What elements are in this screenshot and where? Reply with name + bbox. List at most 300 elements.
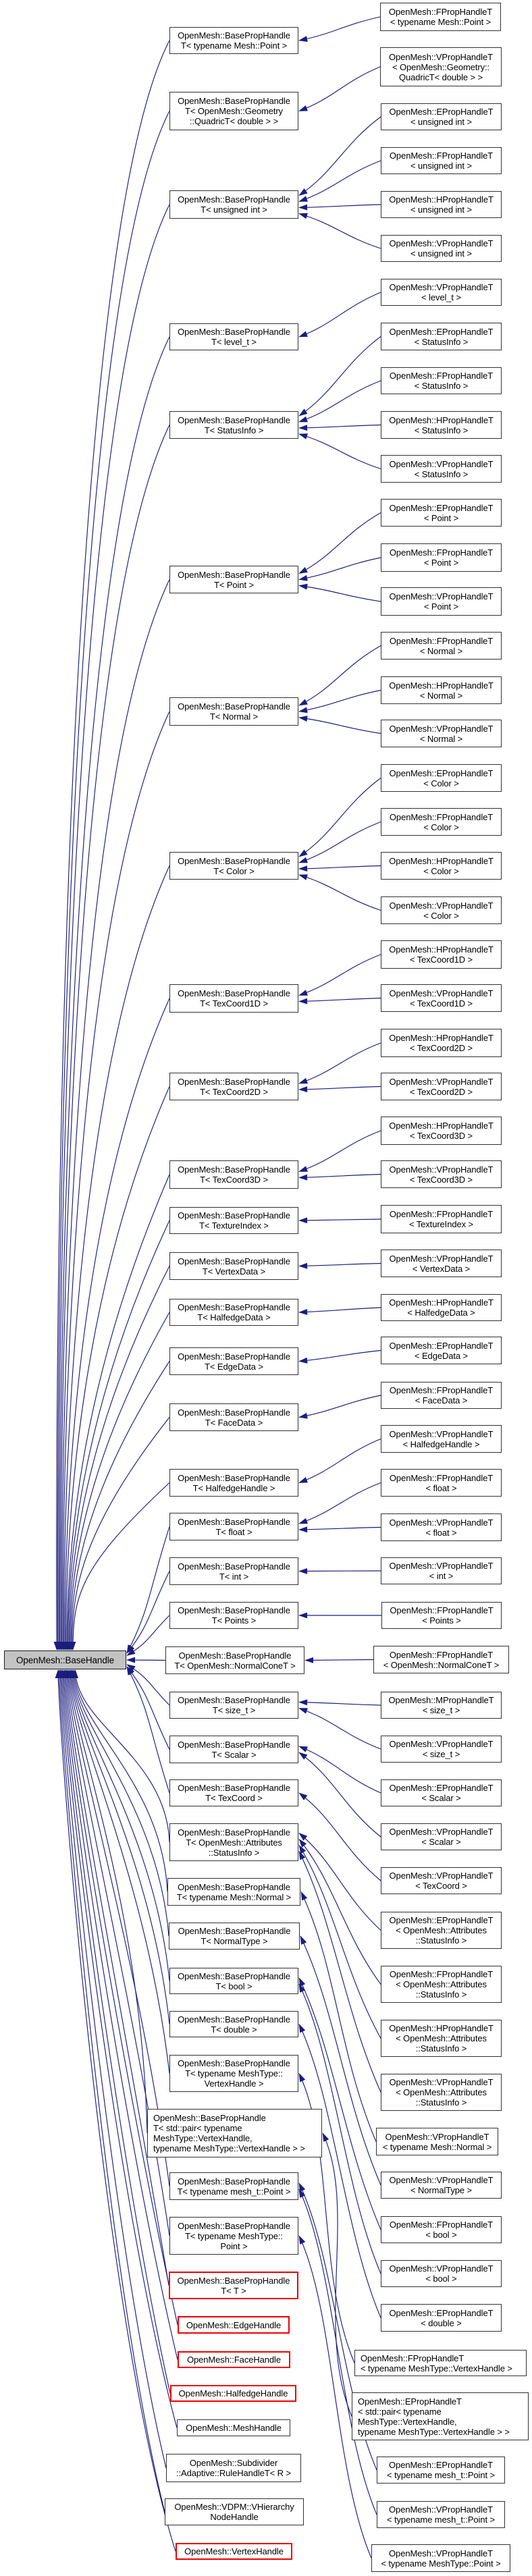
edge-r28-to-m12 xyxy=(299,1219,381,1220)
edge-r14-to-m6 xyxy=(299,586,381,602)
class-label-line: OpenMesh::FPropHandleT xyxy=(361,2353,464,2363)
edge-m2-to-root xyxy=(57,111,169,1651)
node-openmesh-hprophandlet-halfedgedata[interactable] xyxy=(381,1294,502,1321)
class-label-line: OpenMesh::BasePropHandle xyxy=(178,1516,290,1527)
class-label-line: OpenMesh::FPropHandleT xyxy=(389,547,494,558)
node-openmesh-vprophandlet-openmesh-attributes-statusinfo[interactable] xyxy=(381,2074,502,2111)
node-openmesh-hprophandlet-statusinfo[interactable] xyxy=(381,411,502,439)
class-label-line: OpenMesh::BasePropHandle xyxy=(178,988,290,998)
class-label-line: T< FaceData > xyxy=(205,1417,263,1428)
node-openmesh-fprophandlet-typename-meshtype-vertexhandle[interactable] xyxy=(354,2350,527,2376)
class-label-line: OpenMesh::BasePropHandle xyxy=(178,327,290,337)
node-openmesh-fprophandlet-openmesh-attributes-statusinfo[interactable] xyxy=(381,1966,502,2003)
class-label-line: OpenMesh::EPropHandleT xyxy=(389,2307,494,2318)
class-label-line: OpenMesh::FPropHandleT xyxy=(389,151,494,161)
node-openmesh-vprophandlet-normaltype[interactable] xyxy=(381,2172,502,2199)
node-openmesh-eprophandlet-double[interactable] xyxy=(381,2304,502,2332)
class-label-line: MeshType::VertexHandle, xyxy=(153,2133,252,2143)
node-openmesh-vprophandlet-level-t[interactable] xyxy=(381,279,502,306)
node-openmesh-baseprophandle-t-size-t[interactable] xyxy=(169,1692,298,1719)
edge-r31-to-m15 xyxy=(299,1351,381,1362)
edge-r3-to-m3 xyxy=(299,117,381,196)
class-label-line: OpenMesh::VPropHandleT xyxy=(389,1164,494,1175)
class-label-line: T< TextureIndex > xyxy=(199,1220,269,1231)
edge-r10-to-m5 xyxy=(299,425,381,429)
class-label-line: ::StatusInfo > xyxy=(415,2097,467,2108)
class-label-line: < typename MeshType::VertexHandle > xyxy=(361,2363,512,2373)
node-openmesh-baseprophandle-t-int[interactable] xyxy=(169,1557,298,1585)
edge-r25-to-m10 xyxy=(299,1087,381,1090)
node-openmesh-hprophandlet-normal[interactable] xyxy=(381,676,502,704)
class-label-line: < double > xyxy=(421,2317,462,2328)
node-openmesh-fprophandlet-normal[interactable] xyxy=(381,632,502,660)
class-label-line: < FaceData > xyxy=(415,1395,468,1405)
node-openmesh-eprophandlet-openmesh-attributes-statusinfo[interactable] xyxy=(381,1912,502,1949)
class-label-line: T< double > xyxy=(211,2024,257,2035)
node-openmesh-vprophandlet-normal[interactable] xyxy=(381,720,502,747)
edge-m22-to-root xyxy=(127,1665,169,1705)
class-label-line: T< int > xyxy=(219,1571,249,1582)
class-label-line: T< bool > xyxy=(215,1981,252,1991)
class-label-line: < TexCoord3D > xyxy=(409,1174,473,1185)
class-label-line: T< EdgeData > xyxy=(205,1361,263,1372)
class-label-line: OpenMesh::HPropHandleT xyxy=(389,680,494,691)
class-label-line: OpenMesh::FPropHandleT xyxy=(389,1969,494,1979)
class-label-line: < unsigned int > xyxy=(410,248,472,259)
class-label-line: MeshType::VertexHandle, xyxy=(358,2416,457,2427)
node-openmesh-eprophandlet-unsigned-int[interactable] xyxy=(381,103,502,130)
node-openmesh-vprophandlet-statusinfo[interactable] xyxy=(381,455,502,483)
class-label-line: OpenMesh::FPropHandleT xyxy=(388,7,493,17)
edge-m37-to-root xyxy=(62,1670,170,2394)
node-openmesh-fprophandlet-openmesh-normalconet[interactable] xyxy=(373,1646,509,1673)
class-label-line: < typename mesh_t::Point > xyxy=(387,2470,495,2480)
edge-r29-to-m13 xyxy=(299,1264,381,1266)
class-label-line: ::QuadricT< double > > xyxy=(189,116,279,126)
class-label-line: < HalfedgeHandle > xyxy=(402,1439,480,1449)
node-openmesh-vprophandlet-openmesh-geometry-quadrict-double[interactable] xyxy=(380,47,502,86)
class-label-line: OpenMesh::BasePropHandle xyxy=(178,1210,290,1220)
class-label-line: < level_t > xyxy=(421,292,461,302)
class-label-line: Point > xyxy=(220,2240,248,2251)
node-openmesh-baseprophandle-t-texcoord[interactable] xyxy=(169,1779,298,1806)
node-openmesh-vprophandlet-float[interactable] xyxy=(381,1513,502,1541)
node-openmesh-subdivider-adaptive-rulehandlet-r[interactable] xyxy=(166,2454,301,2482)
class-label-line: OpenMesh::BasePropHandle xyxy=(178,1739,290,1750)
edge-r42-to-m23 xyxy=(299,1752,381,1837)
class-label-line: < Point > xyxy=(423,558,459,568)
node-openmesh-baseprophandle-t-std-pair-typename-meshtype-vertex[interactable] xyxy=(147,2109,322,2157)
class-label-line: < unsigned int > xyxy=(410,117,472,127)
node-openmesh-vprophandlet-color[interactable] xyxy=(381,896,502,924)
edge-r35-to-m18 xyxy=(299,1528,381,1530)
class-label-line: OpenMesh::BasePropHandle xyxy=(177,2275,290,2286)
class-label-line: T< TexCoord3D > xyxy=(200,1175,268,1185)
node-openmesh-vprophandlet-scalar[interactable] xyxy=(381,1823,502,1850)
node-openmesh-eprophandlet-std-pair-typename-meshtype-vertexhand[interactable] xyxy=(352,2392,529,2440)
edge-r12-to-m6 xyxy=(299,513,381,574)
node-openmesh-baseprophandle-t-texcoord3d[interactable] xyxy=(169,1160,298,1189)
edge-r8-to-m5 xyxy=(299,337,381,417)
edge-r41-to-m23 xyxy=(299,1746,381,1793)
class-label-line: < unsigned int > xyxy=(410,161,472,171)
class-label-line: OpenMesh::EPropHandleT xyxy=(389,326,494,337)
node-openmesh-baseprophandle-t-point[interactable] xyxy=(169,566,298,593)
class-label-line: OpenMesh::FPropHandleT xyxy=(390,1605,494,1615)
node-openmesh-vprophandlet-texcoord3d[interactable] xyxy=(381,1160,502,1188)
node-openmesh-baseprophandle-t-vertexdata[interactable] xyxy=(169,1252,298,1280)
edge-r40-to-m22 xyxy=(299,1709,381,1750)
node-openmesh-baseprophandle-t-openmesh-geometry-quadrict-double[interactable] xyxy=(169,92,298,130)
node-openmesh-vprophandlet-int[interactable] xyxy=(381,1557,502,1584)
node-openmesh-vprophandlet-vertexdata[interactable] xyxy=(381,1250,502,1277)
node-openmesh-fprophandlet-point[interactable] xyxy=(381,543,502,572)
class-label-line: OpenMesh::VPropHandleT xyxy=(389,282,494,292)
class-label-line: < unsigned int > xyxy=(410,205,472,215)
node-openmesh-vprophandlet-texcoord[interactable] xyxy=(381,1867,502,1894)
class-label-line: < NormalType > xyxy=(410,2185,473,2195)
class-label-line: OpenMesh::EPropHandleT xyxy=(389,1340,494,1351)
class-label-line: OpenMesh::BasePropHandle xyxy=(178,1561,290,1572)
class-label-line: OpenMesh::EPropHandleT xyxy=(389,107,494,117)
class-label-line: OpenMesh::VPropHandleT xyxy=(389,1517,494,1528)
class-label-line: OpenMesh::BasePropHandle xyxy=(178,414,290,425)
class-label-line: T< OpenMesh::Geometry xyxy=(185,106,283,116)
node-openmesh-vprophandlet-texcoord2d[interactable] xyxy=(381,1073,502,1100)
class-label-line: OpenMesh::VPropHandleT xyxy=(389,238,494,248)
node-openmesh-eprophandlet-statusinfo[interactable] xyxy=(381,323,502,350)
edge-r16-to-m7 xyxy=(299,691,381,712)
edge-r39-to-m22 xyxy=(299,1702,381,1706)
class-label-line: OpenMesh::VPropHandleT xyxy=(389,2504,493,2515)
node-openmesh-fprophandlet-typename-mesh-point[interactable] xyxy=(380,3,501,31)
class-label-line: < OpenMesh::Attributes xyxy=(396,1925,487,1935)
edge-r2-to-m2 xyxy=(299,67,380,111)
class-label-line: OpenMesh::FPropHandleT xyxy=(389,1649,494,1660)
edge-r36-to-m19 xyxy=(299,1571,381,1572)
class-label-line: < HalfedgeData > xyxy=(407,1308,475,1318)
class-label-line: OpenMesh::BasePropHandle xyxy=(178,1881,290,1892)
class-label-line: T< Points > xyxy=(211,1615,257,1626)
class-label-line: OpenMesh::HPropHandleT xyxy=(389,2023,494,2033)
node-openmesh-baseprophandle-t-color[interactable] xyxy=(169,852,298,880)
class-label-line: < int > xyxy=(429,1571,454,1581)
node-openmesh-baseprophandle-t-normaltype[interactable] xyxy=(169,1923,300,1950)
edge-m20-to-root xyxy=(127,1615,169,1655)
node-openmesh-baseprophandle-t-scalar[interactable] xyxy=(169,1736,298,1763)
class-label-line: ::StatusInfo > xyxy=(415,2043,467,2054)
class-label-line: OpenMesh::BasePropHandle xyxy=(178,1351,290,1362)
class-label-line: OpenMesh::VPropHandleT xyxy=(389,1561,494,1571)
node-openmesh-baseprophandle-t-facedata[interactable] xyxy=(169,1403,298,1431)
class-label-line: < OpenMesh::Geometry:: xyxy=(392,61,490,72)
class-label-line: OpenMesh::BasePropHandle xyxy=(178,2014,290,2024)
edge-m3-to-root xyxy=(59,205,169,1650)
node-openmesh-baseprophandle-t-edgedata[interactable] xyxy=(169,1347,298,1375)
class-label-line: < size_t > xyxy=(422,1705,460,1715)
node-openmesh-vprophandlet-size-t[interactable] xyxy=(381,1736,502,1763)
class-label-line: OpenMesh::VPropHandleT xyxy=(389,2077,494,2087)
class-label-line: OpenMesh::HPropHandleT xyxy=(389,414,494,425)
class-label-line: OpenMesh::VPropHandleT xyxy=(389,988,494,998)
class-label-line: OpenMesh::VPropHandleT xyxy=(389,1739,494,1749)
node-openmesh-eprophandlet-edgedata[interactable] xyxy=(381,1337,502,1364)
edge-m14-to-root xyxy=(70,1312,170,1650)
node-openmesh-fprophandlet-float[interactable] xyxy=(381,1469,502,1497)
class-label-line: < Normal > xyxy=(419,690,463,701)
node-openmesh-baseprophandle-t-halfedgedata[interactable] xyxy=(169,1299,298,1326)
node-openmesh-eprophandlet-point[interactable] xyxy=(381,499,502,527)
class-label-line: VertexHandle > xyxy=(204,2078,264,2089)
node-openmesh-fprophandlet-statusinfo[interactable] xyxy=(381,367,502,394)
class-label-line: OpenMesh::EPropHandleT xyxy=(358,2396,462,2407)
node-openmesh-hprophandlet-openmesh-attributes-statusinfo[interactable] xyxy=(381,2020,502,2057)
edge-r24-to-m10 xyxy=(299,1043,381,1083)
edge-r52-to-m29 xyxy=(299,2024,381,2318)
class-label-line: OpenMesh::EPropHandleT xyxy=(389,1915,494,1925)
edge-r13-to-m6 xyxy=(299,558,381,580)
class-label-line: typename MeshType::VertexHandle > > xyxy=(358,2426,510,2437)
class-label-line: < Color > xyxy=(423,778,459,788)
class-label-line: < EdgeData > xyxy=(414,1350,469,1361)
class-label-line: T< float > xyxy=(215,1526,252,1537)
node-openmesh-baseprophandle-t-typename-meshtype-point[interactable] xyxy=(169,2217,298,2255)
class-label-line: OpenMesh::HPropHandleT xyxy=(389,1297,494,1308)
node-openmesh-vdpm-vhierarchy-nodehandle[interactable] xyxy=(165,2498,304,2525)
class-label-line: < StatusInfo > xyxy=(414,468,469,479)
class-label-line: T< typename Mesh::Normal > xyxy=(176,1891,292,1902)
class-label-line: < TexCoord > xyxy=(415,1881,467,1891)
class-label-line: < size_t > xyxy=(422,1749,460,1759)
class-label-line: < TexCoord2D > xyxy=(409,1043,473,1053)
class-label-line: NodeHandle xyxy=(210,2512,259,2522)
node-openmesh-baseprophandle-t-t[interactable] xyxy=(169,2272,298,2299)
node-openmesh-baseprophandle-t-typename-mesh-t-point[interactable] xyxy=(169,2172,298,2200)
class-label-line: < OpenMesh::Attributes xyxy=(396,2033,487,2043)
class-label-line: T< Normal > xyxy=(209,712,259,722)
node-openmesh-vprophandlet-bool[interactable] xyxy=(381,2260,502,2287)
node-openmesh-eprophandlet-typename-mesh-t-point[interactable] xyxy=(377,2457,505,2484)
node-openmesh-fprophandlet-unsigned-int[interactable] xyxy=(381,147,502,174)
node-openmesh-baseprophandle-t-double[interactable] xyxy=(169,2011,298,2037)
class-label-line: OpenMesh::BasePropHandle xyxy=(178,1076,290,1087)
node-openmesh-baseprophandle-t-texcoord2d[interactable] xyxy=(169,1073,298,1100)
node-openmesh-meshhandle[interactable] xyxy=(177,2419,290,2436)
class-label-line: OpenMesh::HPropHandleT xyxy=(389,1121,494,1131)
class-label-line: T< unsigned int > xyxy=(201,205,267,215)
node-openmesh-baseprophandle-t-textureindex[interactable] xyxy=(169,1207,298,1234)
class-label-line: OpenMesh::BasePropHandle xyxy=(178,1605,290,1615)
node-openmesh-baseprophandle-t-typename-mesh-normal[interactable] xyxy=(167,1878,300,1906)
class-label-line: < OpenMesh::NormalConeT > xyxy=(383,1659,500,1670)
edge-m36-to-root xyxy=(63,1670,178,2360)
class-label-line: OpenMesh::BaseHandle xyxy=(16,1655,115,1665)
class-label-line: OpenMesh::HalfedgeHandle xyxy=(178,2388,288,2398)
edge-r32-to-m16 xyxy=(299,1395,381,1418)
edge-r38-to-m21 xyxy=(305,1660,373,1661)
node-openmesh-hprophandlet-color[interactable] xyxy=(381,852,502,880)
class-label-line: T< TexCoord > xyxy=(205,1793,263,1803)
class-label-line: OpenMesh::HPropHandleT xyxy=(389,194,494,205)
node-openmesh-baseprophandle-t-normal[interactable] xyxy=(169,697,298,726)
class-label-line: OpenMesh::VPropHandleT xyxy=(389,2175,494,2185)
edge-r11-to-m5 xyxy=(299,434,381,469)
class-label-line: < TexCoord2D > xyxy=(409,1086,473,1097)
class-label-line: OpenMesh::VPropHandleT xyxy=(389,1871,494,1881)
node-openmesh-vprophandlet-texcoord1d[interactable] xyxy=(381,984,502,1012)
node-openmesh-vprophandlet-point[interactable] xyxy=(381,587,502,616)
node-openmesh-hprophandlet-texcoord2d[interactable] xyxy=(381,1029,502,1057)
node-openmesh-fprophandlet-color[interactable] xyxy=(381,808,502,836)
node-openmesh-baseprophandle-t-typename-mesh-point[interactable] xyxy=(169,27,298,54)
node-openmesh-basehandle[interactable] xyxy=(4,1651,126,1669)
edge-m4-to-root xyxy=(59,337,169,1650)
edge-r46-to-m25 xyxy=(299,1846,381,2039)
class-label-line: T< size_t > xyxy=(212,1705,256,1715)
class-label-line: OpenMesh::BasePropHandle xyxy=(178,96,290,106)
class-label-line: OpenMesh::BasePropHandle xyxy=(178,1827,290,1837)
class-label-line: < TexCoord1D > xyxy=(409,998,473,1009)
node-openmesh-fprophandlet-bool[interactable] xyxy=(381,2216,502,2243)
class-label-line: OpenMesh::BasePropHandle xyxy=(178,2220,290,2231)
class-label-line: T< T > xyxy=(221,2285,246,2296)
class-label-line: < float > xyxy=(425,1482,457,1493)
class-label-line: OpenMesh::BasePropHandle xyxy=(178,1695,290,1705)
edge-r7-to-m4 xyxy=(299,292,381,337)
node-openmesh-vprophandlet-unsigned-int[interactable] xyxy=(381,235,502,262)
class-label-line: < bool > xyxy=(425,2274,457,2284)
class-label-line: OpenMesh::BasePropHandle xyxy=(178,1926,291,1936)
node-openmesh-vprophandlet-typename-mesh-t-point[interactable] xyxy=(377,2501,505,2528)
class-label-line: OpenMesh::BasePropHandle xyxy=(178,2058,290,2068)
edge-m18-to-root xyxy=(127,1527,169,1654)
node-openmesh-baseprophandle-t-statusinfo[interactable] xyxy=(169,411,298,439)
class-label-line: OpenMesh::VPropHandleT xyxy=(389,1827,494,1837)
node-openmesh-facehandle[interactable] xyxy=(178,2351,290,2368)
class-label-line: OpenMesh::BasePropHandle xyxy=(178,1472,290,1483)
class-label-line: OpenMesh::FPropHandleT xyxy=(389,1472,494,1483)
node-openmesh-edgehandle[interactable] xyxy=(178,2316,290,2334)
class-label-line: OpenMesh::MeshHandle xyxy=(186,2423,282,2433)
class-label-line: < Scalar > xyxy=(421,1837,461,1847)
edge-r18-to-m8 xyxy=(299,778,381,857)
class-label-line: < StatusInfo > xyxy=(414,425,469,435)
class-label-line: OpenMesh::FPropHandleT xyxy=(389,635,494,646)
edge-m30-to-root xyxy=(70,1670,169,2074)
class-label-line: OpenMesh::VDPM::VHierarchy xyxy=(174,2502,294,2512)
class-label-line: < float > xyxy=(425,1527,457,1538)
node-openmesh-baseprophandle-t-openmesh-normalconet[interactable] xyxy=(165,1646,304,1674)
node-openmesh-hprophandlet-texcoord3d[interactable] xyxy=(381,1117,502,1145)
edge-m15-to-root xyxy=(71,1362,169,1651)
node-openmesh-baseprophandle-t-halfedgehandle[interactable] xyxy=(169,1469,298,1497)
class-label-line: OpenMesh::VPropHandleT xyxy=(389,2263,494,2274)
node-openmesh-fprophandlet-facedata[interactable] xyxy=(381,1382,502,1409)
node-openmesh-vertexhandle[interactable] xyxy=(176,2543,292,2560)
class-label-line: OpenMesh::BasePropHandle xyxy=(178,1650,292,1661)
class-label-line: < TexCoord1D > xyxy=(409,955,473,965)
edge-r9-to-m5 xyxy=(299,381,381,422)
node-openmesh-baseprophandle-t-points[interactable] xyxy=(169,1602,298,1629)
node-openmesh-halfedgehandle[interactable] xyxy=(170,2385,296,2402)
node-openmesh-vprophandlet-typename-mesh-normal[interactable] xyxy=(376,2128,498,2155)
edge-r21-to-m8 xyxy=(299,875,381,911)
node-openmesh-eprophandlet-scalar[interactable] xyxy=(381,1779,502,1806)
node-openmesh-eprophandlet-color[interactable] xyxy=(381,764,502,792)
node-openmesh-baseprophandle-t-bool[interactable] xyxy=(169,1968,298,1994)
class-label-line: OpenMesh::BasePropHandle xyxy=(178,1970,290,1981)
class-label-line: < Color > xyxy=(423,910,459,921)
class-label-line: OpenMesh::BasePropHandle xyxy=(178,569,290,580)
class-label-line: ::Adaptive::RuleHandleT< R > xyxy=(176,2468,291,2478)
node-openmesh-vprophandlet-typename-meshtype-point[interactable] xyxy=(371,2544,510,2572)
class-label-line: T< TexCoord1D > xyxy=(200,998,268,1009)
class-label-line: OpenMesh::BasePropHandle xyxy=(178,30,290,41)
node-openmesh-baseprophandle-t-float[interactable] xyxy=(169,1513,298,1540)
class-label-line: < OpenMesh::Attributes xyxy=(396,2087,487,2097)
class-label-line: < Color > xyxy=(423,822,459,832)
node-openmesh-baseprophandle-t-typename-meshtype-vertexhandle[interactable] xyxy=(169,2055,298,2092)
node-openmesh-hprophandlet-unsigned-int[interactable] xyxy=(381,191,502,218)
class-label-line: < bool > xyxy=(425,2230,457,2240)
node-openmesh-baseprophandle-t-openmesh-attributes-statusinfo[interactable] xyxy=(169,1823,298,1861)
edge-r23-to-m9 xyxy=(299,998,381,1002)
class-label-line: OpenMesh::EPropHandleT xyxy=(389,1783,494,1793)
node-openmesh-mprophandlet-size-t[interactable] xyxy=(381,1692,502,1719)
edge-r26-to-m11 xyxy=(299,1131,381,1172)
class-label-line: OpenMesh::EPropHandleT xyxy=(389,2460,493,2470)
edge-r22-to-m9 xyxy=(299,955,381,996)
class-label-line: OpenMesh::VPropHandleT xyxy=(389,900,494,911)
class-label-line: T< std::pair< typename xyxy=(153,2123,242,2133)
class-label-line: OpenMesh::HPropHandleT xyxy=(389,1033,494,1043)
class-label-line: OpenMesh::BasePropHandle xyxy=(178,2176,290,2186)
class-label-line: OpenMesh::BasePropHandle xyxy=(178,855,290,866)
class-label-line: OpenMesh::BasePropHandle xyxy=(178,1164,290,1175)
class-label-line: T< typename MeshType:: xyxy=(185,2068,283,2078)
node-openmesh-fprophandlet-textureindex[interactable] xyxy=(381,1205,502,1233)
class-label-line: OpenMesh::VPropHandleT xyxy=(389,2548,493,2558)
class-label-line: < Normal > xyxy=(419,733,463,744)
class-label-line: < Normal > xyxy=(419,645,463,656)
class-label-line: OpenMesh::BasePropHandle xyxy=(178,1302,290,1312)
edge-m1-to-root xyxy=(57,41,169,1650)
node-openmesh-hprophandlet-texcoord1d[interactable] xyxy=(381,940,502,969)
edge-m9-to-root xyxy=(65,998,169,1650)
class-label-line: T< typename MeshType:: xyxy=(185,2230,283,2241)
class-label-line: OpenMesh::BasePropHandle xyxy=(178,701,290,712)
node-openmesh-fprophandlet-points[interactable] xyxy=(381,1602,502,1629)
edge-m25-to-root xyxy=(76,1670,169,1842)
class-label-line: OpenMesh::VPropHandleT xyxy=(389,51,493,62)
class-label-line: OpenMesh::MPropHandleT xyxy=(388,1695,494,1705)
class-label-line: < StatusInfo > xyxy=(414,336,469,347)
class-label-line: < StatusInfo > xyxy=(414,381,469,391)
node-openmesh-vprophandlet-halfedgehandle[interactable] xyxy=(381,1425,502,1453)
node-openmesh-baseprophandle-t-unsigned-int[interactable] xyxy=(169,190,298,219)
class-label-line: OpenMesh::FPropHandleT xyxy=(389,2220,494,2230)
class-label-line: T< typename Mesh::Point > xyxy=(180,41,288,51)
edge-m12-to-root xyxy=(68,1220,170,1650)
edge-r34-to-m18 xyxy=(299,1483,381,1524)
class-label-line: T< OpenMesh::NormalConeT > xyxy=(174,1660,296,1671)
class-label-line: T< Color > xyxy=(213,865,255,876)
node-openmesh-baseprophandle-t-texcoord1d[interactable] xyxy=(169,984,298,1013)
edge-m10-to-root xyxy=(65,1087,169,1651)
edge-r19-to-m8 xyxy=(299,822,381,863)
class-label-line: OpenMesh::FPropHandleT xyxy=(389,1209,494,1219)
node-openmesh-baseprophandle-t-level-t[interactable] xyxy=(169,323,298,350)
